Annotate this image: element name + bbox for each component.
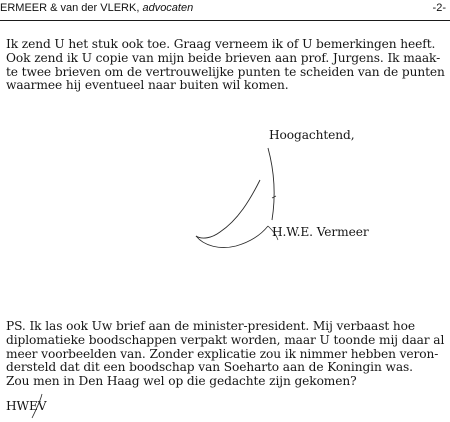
letterhead bbox=[0, 0, 450, 21]
page-number: -2- bbox=[432, 2, 446, 14]
postscript-initials: HWEV bbox=[6, 399, 47, 413]
postscript-line: meer voorbeelden van. Zonder explicatie zou ik nimmer hebben veron- bbox=[6, 346, 439, 361]
paragraph-line: te twee brieven om de vertrouwelijke punten te scheiden van de punten bbox=[6, 64, 445, 79]
handwritten-signature bbox=[190, 140, 310, 260]
signatory-name: H.W.E. Vermeer bbox=[272, 225, 369, 239]
postscript-line: diplomatieke boodschappen verpakt worden, maar U toonde mij daar al bbox=[6, 332, 445, 347]
firm-type: advocaten bbox=[142, 2, 194, 14]
postscript-line: PS. Ik las ook Uw brief aan de minister-president. Mij verbaast hoe bbox=[6, 319, 416, 333]
initials-stroke bbox=[28, 392, 48, 420]
paragraph-line: Ik zend U het stuk ook toe. Graag verneem ik of U bemerkingen heeft. bbox=[6, 37, 436, 51]
postscript-line: Zou men in Den Haag wel op die gedachte zijn gekomen? bbox=[6, 374, 357, 389]
paragraph-line: Ook zend ik U copie van mijn beide brieven aan prof. Jurgens. Ik maak- bbox=[6, 50, 441, 65]
postscript bbox=[6, 320, 448, 389]
paragraph-line: waarmee hij eventueel naar buiten wil komen. bbox=[6, 78, 289, 93]
closing-salutation: Hoogachtend, bbox=[269, 128, 355, 142]
postscript-line: dersteld dat dit een boodschap van Soeharto aan de Koningin was. bbox=[6, 360, 413, 375]
firm-name bbox=[0, 2, 193, 14]
body-paragraph bbox=[6, 38, 446, 93]
firm-name-text: ERMEER & van der VLERK, bbox=[0, 2, 140, 14]
